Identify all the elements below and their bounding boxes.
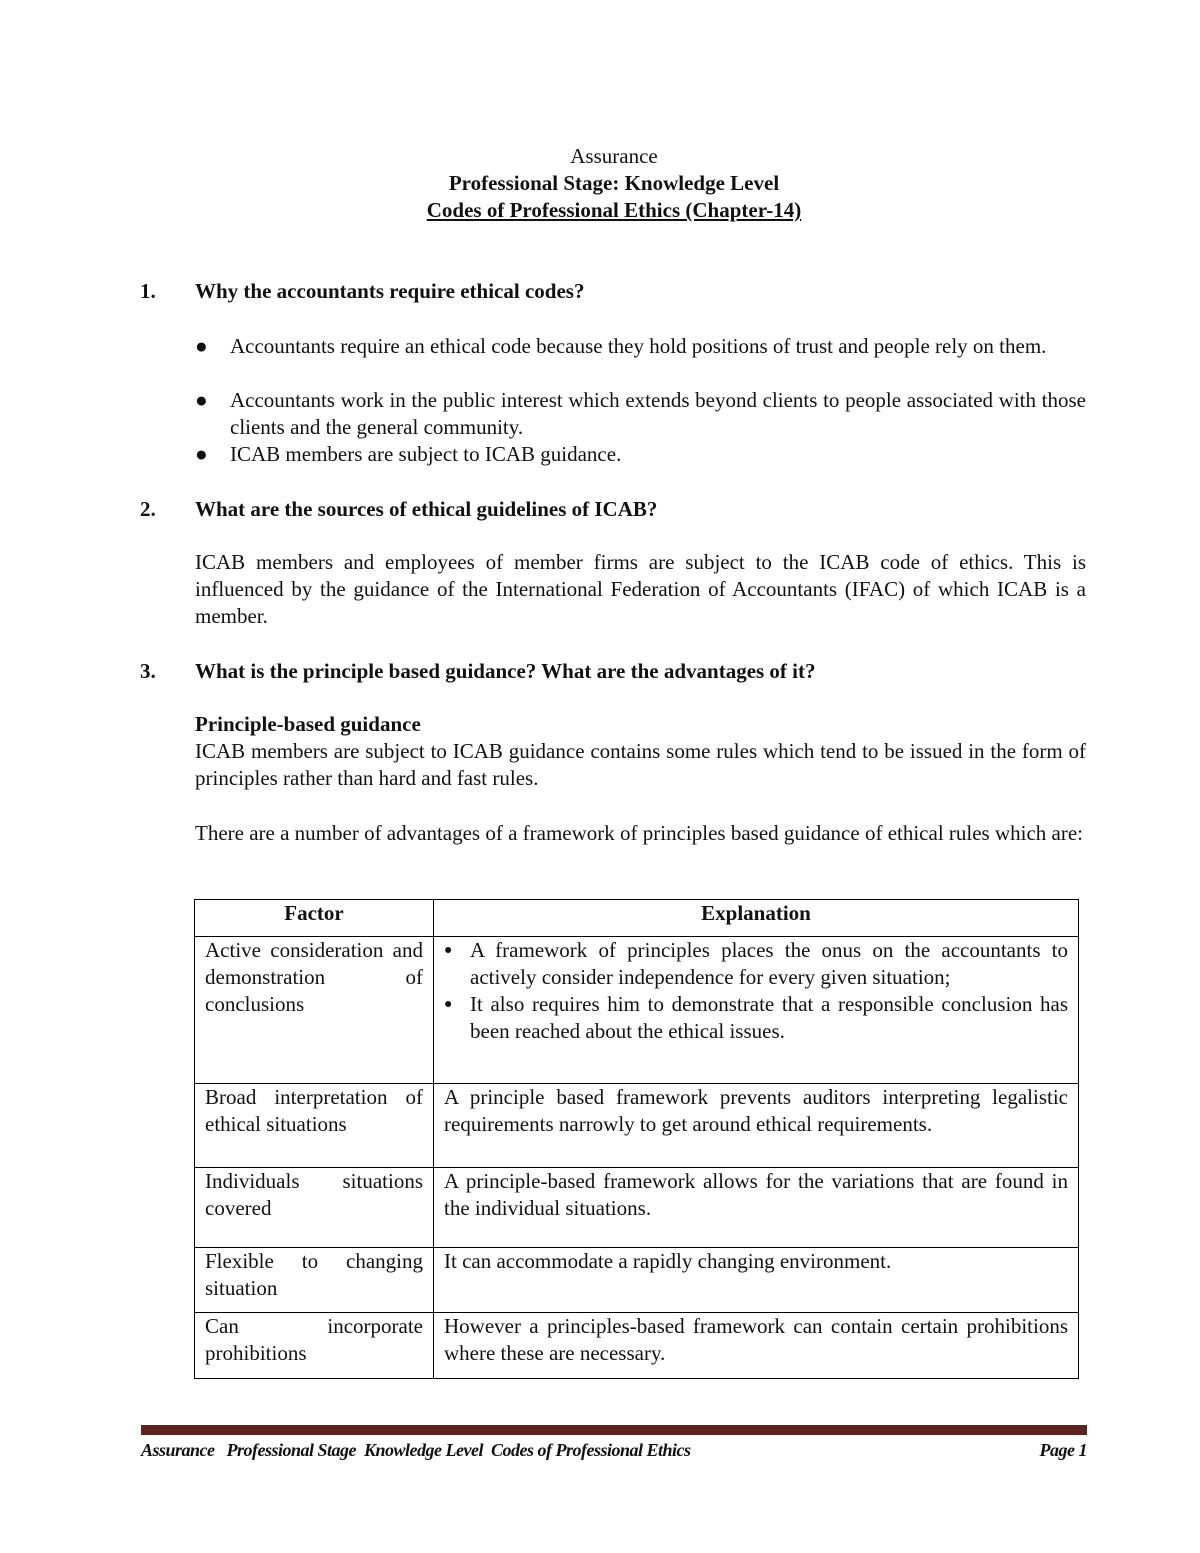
- q3-number: 3.: [140, 659, 156, 683]
- advantages-table: [194, 899, 1079, 1379]
- chapter-title: Codes of Professional Ethics (Chapter-14): [426, 198, 802, 222]
- q3-title: What is the principle based guidance? What are the advantages of it?: [195, 659, 816, 683]
- bullet-icon: ●: [195, 442, 208, 466]
- table-row: [195, 1248, 1079, 1313]
- factor-cell: Can incorporate prohibitions: [195, 1313, 434, 1379]
- table-header-row: [195, 900, 1079, 937]
- header-explanation: Explanation: [434, 900, 1079, 937]
- q2-title: What are the sources of ethical guidelines of ICAB?: [195, 497, 658, 521]
- factor-cell: Flexible to changing situation: [195, 1248, 434, 1313]
- table-row: [195, 1084, 1079, 1168]
- factor-cell: Individuals situations covered: [195, 1168, 434, 1248]
- header-factor: Factor: [195, 900, 434, 937]
- bullet-text: ICAB members are subject to ICAB guidance.: [230, 442, 622, 466]
- bullet-text: Accountants require an ethical code because they hold positions of trust and people rely on them.: [230, 334, 1047, 358]
- explanation-cell: [434, 937, 1079, 1084]
- factor-cell: Active consideration and demonstration of conclusions: [195, 937, 434, 1084]
- explanation-cell: A principle based framework prevents auditors interpreting legalistic requirements narrowly to get around ethical requirements.: [434, 1084, 1079, 1168]
- doc-stage: Professional Stage: Knowledge Level: [448, 171, 780, 195]
- explanation-bullet: ● A framework of principles places the onus on the accountants to actively consider independence for every given situation;: [444, 937, 1068, 991]
- doc-subject: Assurance: [570, 144, 658, 168]
- footer-left: Assurance Professional Stage Knowledge Level Codes of Professional Ethics: [141, 1440, 691, 1460]
- page-number: Page 1: [1039, 1440, 1087, 1460]
- explanation-cell: A principle-based framework allows for the variations that are found in the individual situations.: [434, 1168, 1079, 1248]
- q2-answer: ICAB members and employees of member firms are subject to the ICAB code of ethics. This is influenced by the guidance of the International Federation of Accountants (IFAC) of which ICAB is a member.: [195, 550, 1086, 628]
- q3-subheading: Principle-based guidance: [195, 712, 421, 736]
- footer-bar: [141, 1425, 1087, 1435]
- explanation-bullet: ● It also requires him to demonstrate that a responsible conclusion has been reached about the ethical issues.: [444, 991, 1068, 1045]
- q1-bullet: [195, 333, 1086, 360]
- q1-number: 1.: [140, 279, 156, 303]
- table-row: [195, 1313, 1079, 1379]
- table-row: [195, 937, 1079, 1084]
- bullet-text: Accountants work in the public interest which extends beyond clients to people associated with those clients and the general community.: [230, 388, 1086, 439]
- q1-title: Why the accountants require ethical codes?: [195, 279, 585, 303]
- q3-text2: There are a number of advantages of a framework of principles based guidance of ethical rules which are:: [195, 821, 1084, 845]
- table-row: [195, 1168, 1079, 1248]
- doc-title: [0, 197, 1200, 224]
- q3-text1: ICAB members are subject to ICAB guidance contains some rules which tend to be issued in the form of principles rather than hard and fast rules.: [195, 739, 1086, 790]
- q1-bullet: [195, 441, 1086, 468]
- bullet-icon: ●: [195, 388, 208, 412]
- bullet-icon: ●: [195, 334, 208, 358]
- factor-cell: Broad interpretation of ethical situations: [195, 1084, 434, 1168]
- q2-number: 2.: [140, 497, 156, 521]
- q1-bullet: [195, 387, 1086, 441]
- explanation-cell: It can accommodate a rapidly changing environment.: [434, 1248, 1079, 1313]
- explanation-cell: However a principles-based framework can contain certain prohibitions where these are necessary.: [434, 1313, 1079, 1379]
